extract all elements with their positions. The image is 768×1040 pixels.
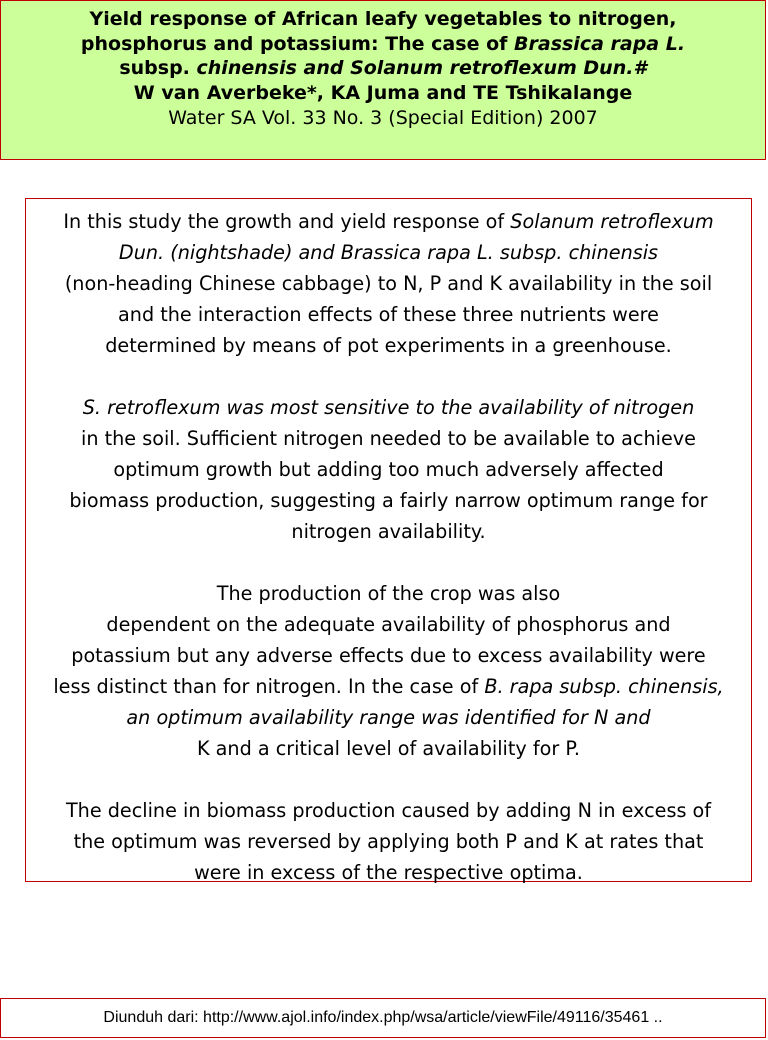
abstract-line [26, 578, 751, 609]
abstract-text: In this study the growth and yield response of [63, 210, 511, 233]
abstract-line [26, 299, 751, 330]
abstract-text: the optimum was reversed by applying both P and K at rates that [73, 830, 704, 853]
abstract-line [26, 795, 751, 826]
source-link[interactable]: Diunduh dari: http://www.ajol.info/index.php/wsa/article/viewFile/49116/35461 .. [103, 1009, 663, 1026]
citation: Water SA Vol. 33 No. 3 (Special Edition) 2007 [168, 107, 598, 129]
abstract-line [26, 640, 751, 671]
title-line-1: Yield response of African leafy vegetables to nitrogen, [89, 8, 677, 30]
abstract-line [26, 206, 751, 237]
abstract-line [26, 671, 751, 702]
abstract-italic-text: B. rapa subsp. chinensis, [484, 675, 724, 698]
abstract-text: less distinct than for nitrogen. In the case of [53, 675, 485, 698]
abstract-line [26, 857, 751, 888]
title-line-3-species: chinensis and Solanum retroflexum Dun.# [196, 57, 647, 79]
abstract-text: biomass production, suggesting a fairly narrow optimum range for [69, 489, 708, 512]
title-line-3 [1, 56, 765, 81]
abstract-text: The production of the crop was also [216, 582, 561, 605]
abstract-italic-text: an optimum availability range was identified for N and [126, 706, 651, 729]
abstract-line [26, 423, 751, 454]
abstract-line [26, 826, 751, 857]
abstract-text: optimum growth but adding too much adversely affected [113, 458, 664, 481]
abstract-line [26, 702, 751, 733]
abstract-text: (non-heading Chinese cabbage) to N, P and K availability in the soil [64, 272, 713, 295]
title-line-3-text: subsp. [119, 57, 197, 79]
abstract-text: were in excess of the respective optima. [194, 861, 583, 884]
abstract-italic-text: Solanum retroflexum [510, 210, 714, 233]
title-line-2 [1, 32, 765, 57]
abstract-text: in the soil. Sufficient nitrogen needed to be available to achieve [81, 427, 696, 450]
abstract-line [26, 392, 751, 423]
source-footer [0, 998, 766, 1038]
abstract-line [26, 516, 751, 547]
abstract-line [26, 330, 751, 361]
title-box [0, 0, 766, 160]
authors: W van Averbeke*, KA Juma and TE Tshikalange [133, 81, 633, 104]
abstract-text: nitrogen availability. [291, 520, 486, 543]
abstract-text: potassium but any adverse effects due to excess availability were [71, 644, 706, 667]
abstract-line [26, 733, 751, 764]
paragraph-1 [26, 206, 751, 361]
abstract-text: K and a critical level of availability for P. [196, 737, 581, 760]
title-line-2-text: phosphorus and potassium: The case of [80, 32, 515, 55]
paragraph-2 [26, 392, 751, 547]
abstract-line [26, 268, 751, 299]
abstract-italic-text: Dun. (nightshade) and Brassica rapa L. subsp. chinensis [118, 241, 659, 264]
abstract-italic-text: S. retroflexum was most sensitive to the availability of nitrogen [82, 396, 695, 419]
abstract-text: The decline in biomass production caused by adding N in excess of [65, 799, 712, 822]
abstract-text: determined by means of pot experiments in a greenhouse. [105, 334, 672, 357]
paragraph-4 [26, 795, 751, 888]
abstract-line [26, 237, 751, 268]
paragraph-3 [26, 578, 751, 764]
abstract-text: dependent on the adequate availability of phosphorus and [106, 613, 671, 636]
abstract-line [26, 454, 751, 485]
abstract-line [26, 485, 751, 516]
title-line-2-species: Brassica rapa L. [514, 32, 686, 55]
abstract-line [26, 609, 751, 640]
abstract-text: and the interaction effects of these three nutrients were [118, 303, 659, 326]
abstract-box [25, 198, 752, 882]
